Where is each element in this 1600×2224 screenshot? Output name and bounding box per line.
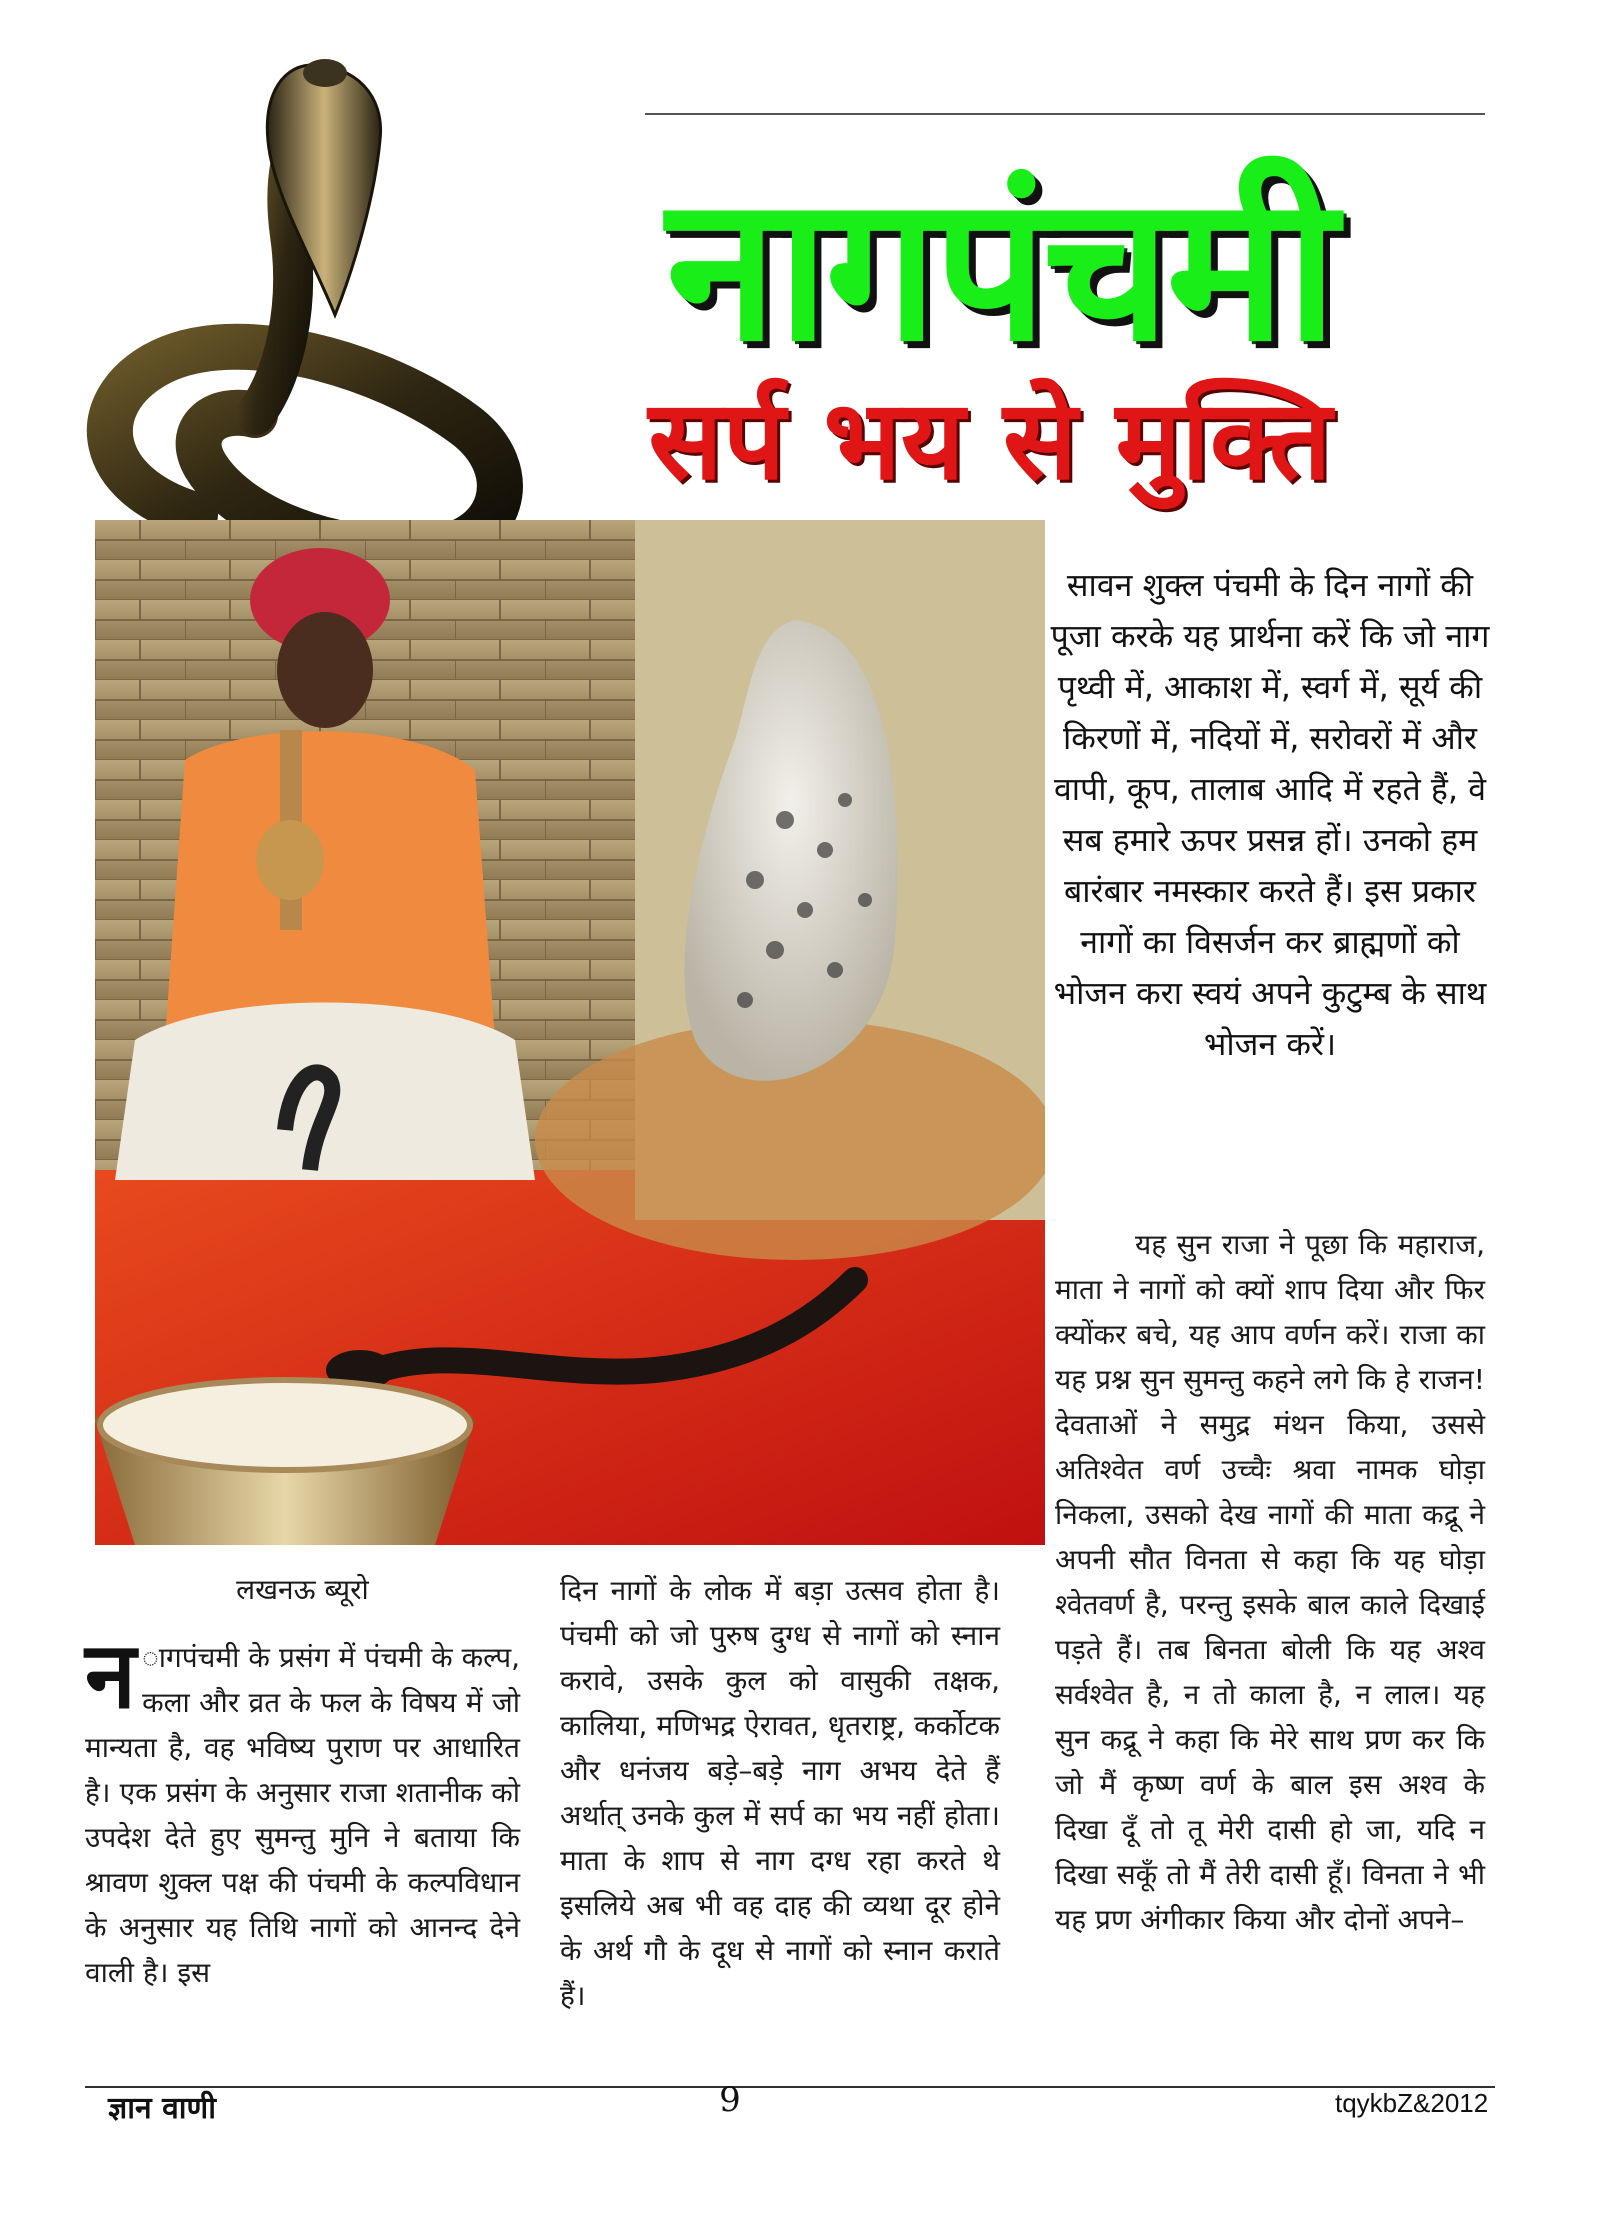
snake-charmer-photo-collage bbox=[95, 520, 1045, 1545]
byline: लखनऊ ब्यूरो bbox=[236, 1573, 369, 1606]
top-rule bbox=[645, 113, 1485, 115]
publication-name: ज्ञान वाणी bbox=[108, 2091, 217, 2126]
article-column-1 bbox=[85, 1622, 520, 1995]
article-column-3: यह सुन राजा ने पूछा कि महाराज, माता ने नागों को क्यों शाप दिया और फिर क्योंकर बचे, यह आप वर्णन करें। राजा का यह प्रश्न सुन सुमन्तु कहने लगे कि हे राजन! देवताओं ने समुद्र मंथन किया, उससे अतिश्वेत वर्ण उच्चैः श्रवा नामक घोड़ा निकला, उसको देख नागों की माता कद्रू ने अपनी सौत विनता से कहा कि यह घोड़ा श्वेतवर्ण है, परन्तु इसके बाल काले दिखाई पड़ते हैं। तब बिनता बोली कि यह अश्व सर्वश्वेत है, न तो काला है, न लाल। यह सुन कद्रू ने कहा कि मेरे साथ प्रण कर कि जो मैं कृष्ण वर्ण के बाल इस अश्व के दिखा दूँ तो तू मेरी दासी हो जा, यदि न दिखा सकूँ तो मैं तेरी दासी हूँ। विनता ने भी यह प्रण अंगीकार किया और दोनों अपने– bbox=[1055, 1228, 1485, 1936]
article-column-2: दिन नागों के लोक में बड़ा उत्सव होता है। पंचमी को जो पुरुष दुग्ध से नागों को स्नान करावे, उसके कुल को वासुकी तक्षक, कालिया, मणिभद्र ऐरावत, धृतराष्ट्र, कर्कोटक और धनंजय बड़े–बड़े नाग अभय देते हैं अर्थात् उनके कुल में सर्प का भय नहीं होता। माता के शाप से नाग दग्ध रहा करते थे इसलिये अब भी वह दाह की व्यथा दूर होने के अर्थ गौ के दूध से नागों को स्नान कराते हैं। bbox=[560, 1574, 1000, 2012]
footer-rule bbox=[85, 2086, 1495, 2088]
page-number: 9 bbox=[719, 2080, 741, 2120]
issue-label: tqykbZ&2012 bbox=[1335, 2088, 1489, 2118]
page-subtitle: सर्प भय से मुक्ति bbox=[648, 376, 1332, 504]
cobra-illustration bbox=[85, 45, 545, 565]
article-column-1-text: ागपंचमी के प्रसंग में पंचमी के कल्प, कला और व्रत के फल के विषय में जो मान्यता है, वह भविष्य पुराण पर आधारित है। एक प्रसंग के अनुसार राजा शतानीक को उपदेश देते हुए सुमन्तु मुनि ने बताया कि श्रावण शुक्ल पक्ष की पंचमी के कल्पविधान के अनुसार यह तिथि नागों को आनन्द देने वाली है। इस bbox=[85, 1641, 520, 1989]
drop-cap: न bbox=[85, 1622, 137, 1729]
intro-paragraph: सावन शुक्ल पंचमी के दिन नागों की पूजा करके यह प्रार्थना करें कि जो नाग पृथ्वी में, आकाश में, स्वर्ग में, सूर्य की किरणों में, नदियों में, सरोवरों में और वापी, कूप, तालाब आदि में रहते हैं, वे सब हमारे ऊपर प्रसन्न हों। उनको हम बारंबार नमस्कार करते हैं। इस प्रकार नागों का विसर्जन कर ब्राह्मणों को भोजन करा स्वयं अपने कुटुम्ब के साथ भोजन करें। bbox=[1050, 566, 1490, 1063]
page-title: नागपंचमी bbox=[666, 153, 1334, 386]
